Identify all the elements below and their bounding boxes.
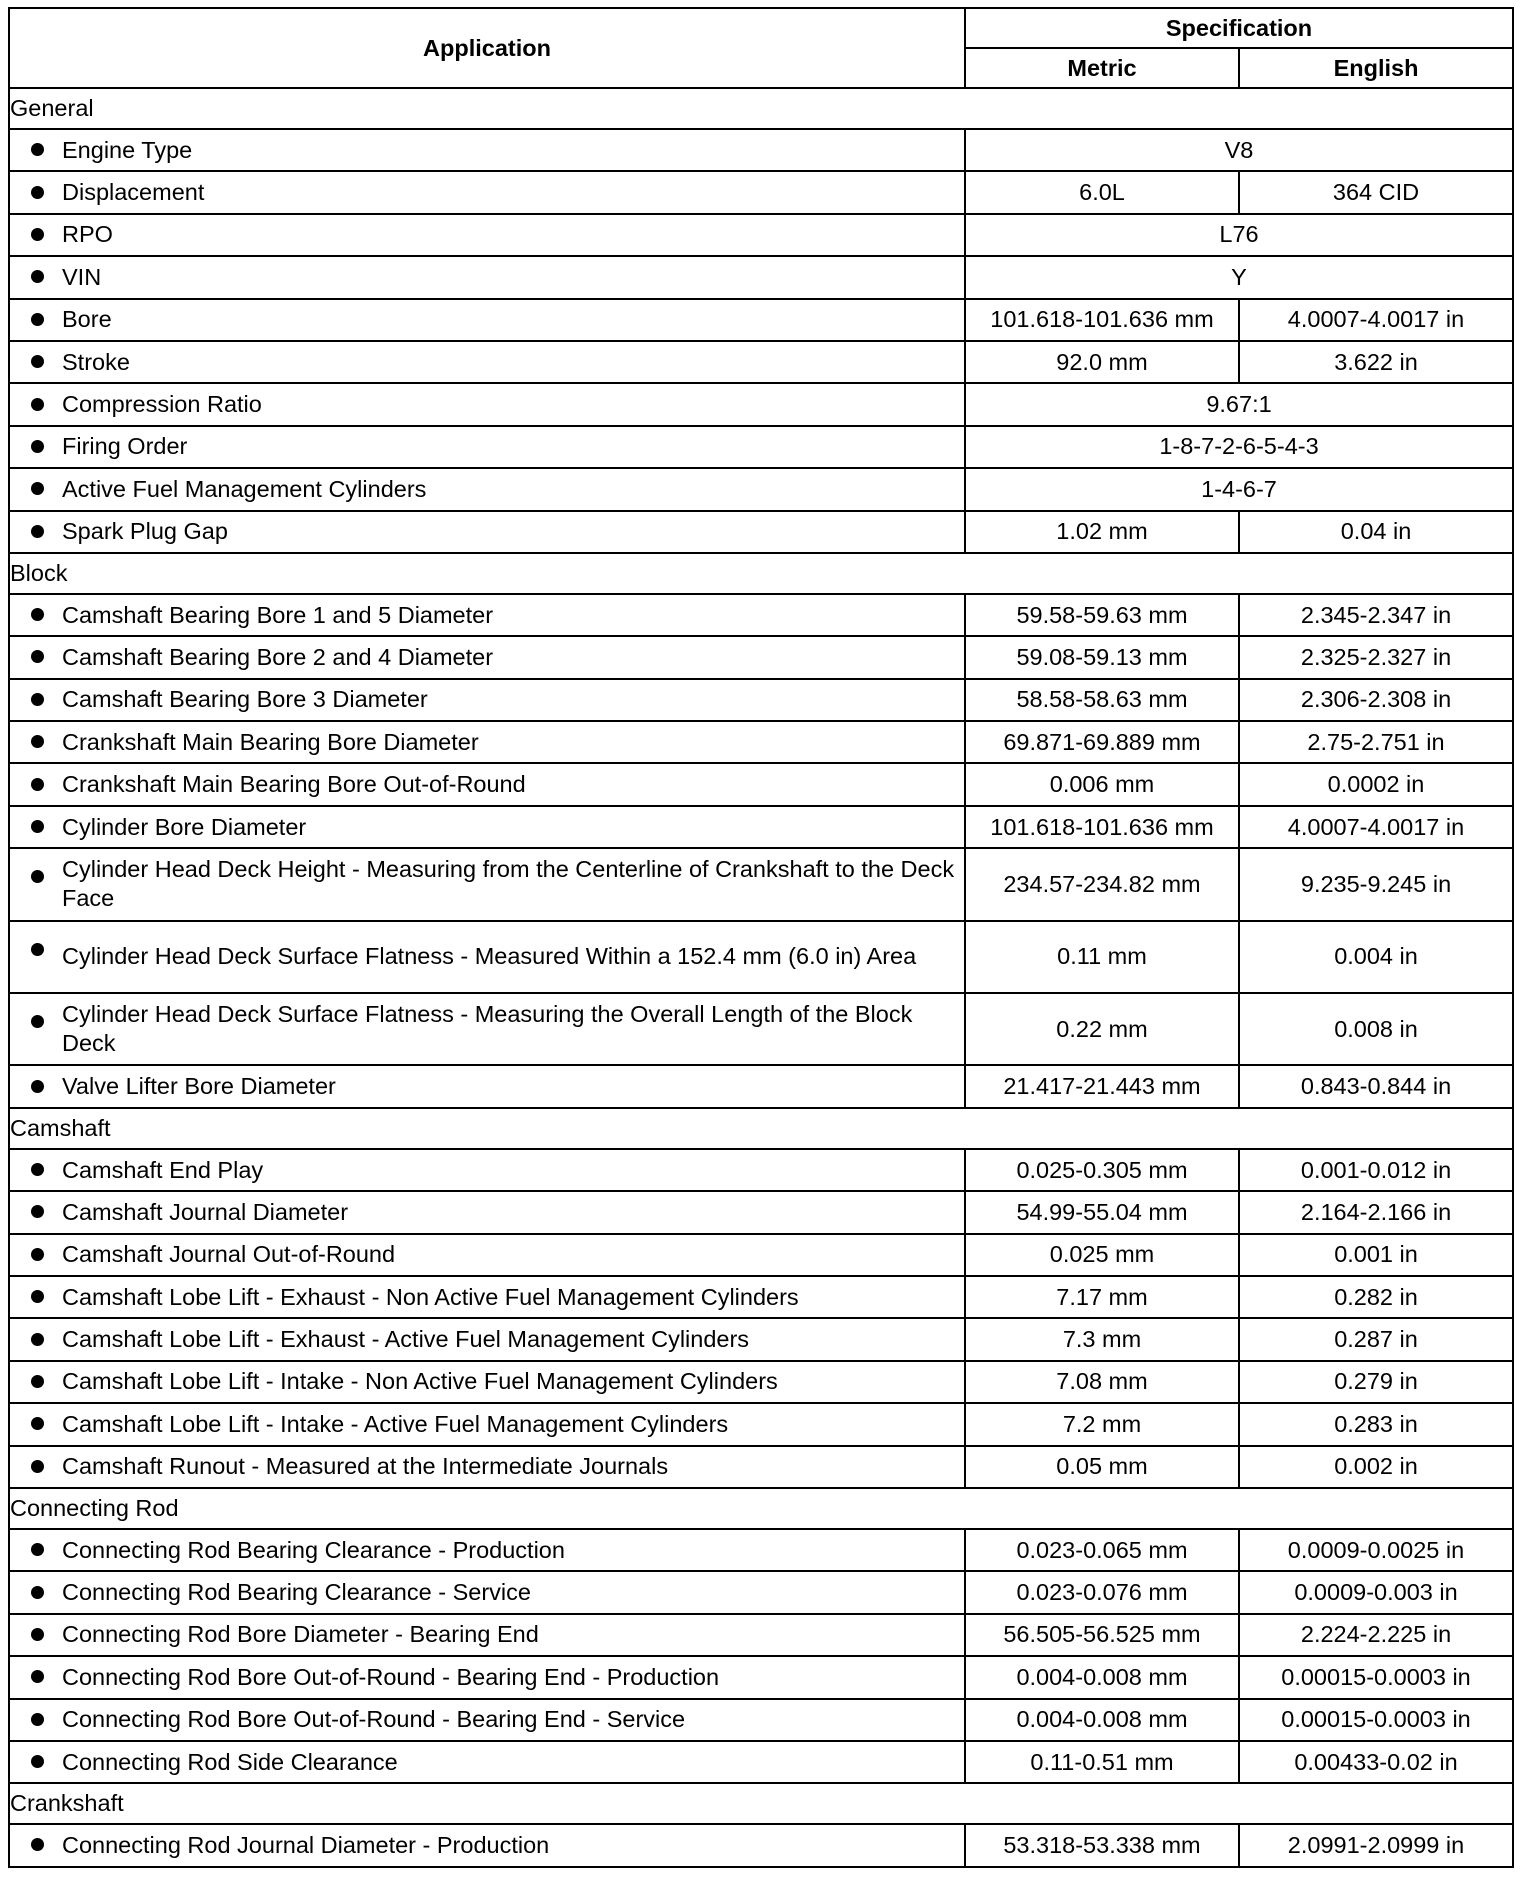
bullet-icon — [31, 186, 44, 199]
application-label: Cylinder Head Deck Surface Flatness - Measuring the Overall Length of the Block Deck — [62, 1001, 913, 1057]
english-value: 0.283 in — [1239, 1403, 1513, 1445]
application-label: Active Fuel Management Cylinders — [62, 475, 427, 502]
application-label: Camshaft Lobe Lift - Exhaust - Non Active Fuel Management Cylinders — [62, 1283, 799, 1310]
metric-value: 92.0 mm — [965, 341, 1239, 383]
table-row — [9, 921, 1513, 993]
bullet-icon — [31, 1290, 44, 1303]
application-label: Displacement — [62, 179, 205, 206]
metric-value: 0.023-0.076 mm — [965, 1571, 1239, 1613]
application-label: Connecting Rod Bearing Clearance - Service — [62, 1579, 531, 1606]
english-value: 0.002 in — [1239, 1446, 1513, 1488]
specification-value: L76 — [965, 214, 1513, 256]
english-value: 0.004 in — [1239, 921, 1513, 993]
english-value: 0.0009-0.0025 in — [1239, 1529, 1513, 1571]
application-cell — [9, 1065, 965, 1107]
bullet-icon — [31, 1586, 44, 1599]
application-cell — [9, 993, 965, 1065]
application-label: Engine Type — [62, 136, 193, 163]
application-cell — [9, 1403, 965, 1445]
table-row — [9, 341, 1513, 383]
table-row — [9, 763, 1513, 805]
application-label: Camshaft Journal Out-of-Round — [62, 1241, 396, 1268]
application-label: Camshaft Bearing Bore 1 and 5 Diameter — [62, 601, 494, 628]
table-row — [9, 993, 1513, 1065]
specification-header: Specification — [965, 8, 1513, 48]
application-label: Camshaft Lobe Lift - Exhaust - Active Fuel Management Cylinders — [62, 1326, 750, 1353]
section-title: General — [9, 88, 1513, 129]
bullet-icon — [31, 1543, 44, 1556]
metric-value: 0.22 mm — [965, 993, 1239, 1065]
table-row — [9, 1276, 1513, 1318]
metric-value: 234.57-234.82 mm — [965, 848, 1239, 920]
table-row — [9, 511, 1513, 553]
application-cell — [9, 679, 965, 721]
application-cell — [9, 921, 965, 993]
table-row — [9, 129, 1513, 171]
english-value: 2.306-2.308 in — [1239, 679, 1513, 721]
bullet-icon — [31, 482, 44, 495]
table-row — [9, 426, 1513, 468]
metric-value: 56.505-56.525 mm — [965, 1614, 1239, 1656]
application-cell — [9, 594, 965, 636]
english-header: English — [1239, 48, 1513, 88]
bullet-icon — [31, 778, 44, 791]
bullet-icon — [31, 228, 44, 241]
english-value: 0.008 in — [1239, 993, 1513, 1065]
application-cell — [9, 341, 965, 383]
application-cell — [9, 214, 965, 256]
english-value: 2.224-2.225 in — [1239, 1614, 1513, 1656]
metric-value: 54.99-55.04 mm — [965, 1191, 1239, 1233]
application-cell — [9, 1699, 965, 1741]
application-label: Cylinder Bore Diameter — [62, 813, 307, 840]
application-cell — [9, 1276, 965, 1318]
bullet-icon — [31, 693, 44, 706]
application-header: Application — [9, 8, 965, 88]
application-cell — [9, 1824, 965, 1866]
application-cell — [9, 1529, 965, 1571]
metric-value: 101.618-101.636 mm — [965, 806, 1239, 848]
section-row — [9, 1488, 1513, 1529]
table-row — [9, 1614, 1513, 1656]
table-row — [9, 1065, 1513, 1107]
metric-value: 21.417-21.443 mm — [965, 1065, 1239, 1107]
section-title: Block — [9, 553, 1513, 594]
application-cell — [9, 848, 965, 920]
section-title: Camshaft — [9, 1108, 1513, 1149]
table-row — [9, 848, 1513, 920]
table-row — [9, 1656, 1513, 1698]
metric-header: Metric — [965, 48, 1239, 88]
table-row — [9, 256, 1513, 298]
application-cell — [9, 426, 965, 468]
specification-value: 9.67:1 — [965, 383, 1513, 425]
table-row — [9, 594, 1513, 636]
application-cell — [9, 256, 965, 298]
metric-value: 7.2 mm — [965, 1403, 1239, 1445]
english-value: 0.287 in — [1239, 1318, 1513, 1360]
application-cell — [9, 511, 965, 553]
metric-value: 58.58-58.63 mm — [965, 679, 1239, 721]
metric-value: 0.006 mm — [965, 763, 1239, 805]
application-cell — [9, 171, 965, 213]
english-value: 4.0007-4.0017 in — [1239, 806, 1513, 848]
table-row — [9, 1403, 1513, 1445]
application-label: Camshaft Runout - Measured at the Intermediate Journals — [62, 1453, 669, 1480]
spec-table — [8, 7, 1514, 1868]
application-label: Valve Lifter Bore Diameter — [62, 1073, 336, 1100]
bullet-icon — [31, 313, 44, 326]
bullet-icon — [31, 735, 44, 748]
application-label: Connecting Rod Bore Diameter - Bearing End — [62, 1621, 539, 1648]
bullet-icon — [31, 650, 44, 663]
english-value: 0.0002 in — [1239, 763, 1513, 805]
application-cell — [9, 1571, 965, 1613]
metric-value: 7.08 mm — [965, 1361, 1239, 1403]
english-value: 0.00015-0.0003 in — [1239, 1656, 1513, 1698]
metric-value: 0.004-0.008 mm — [965, 1699, 1239, 1741]
application-cell — [9, 806, 965, 848]
table-row — [9, 1234, 1513, 1276]
metric-value: 53.318-53.338 mm — [965, 1824, 1239, 1866]
table-body — [9, 88, 1513, 1867]
metric-value: 0.05 mm — [965, 1446, 1239, 1488]
application-label: Camshaft Lobe Lift - Intake - Non Active Fuel Management Cylinders — [62, 1368, 778, 1395]
table-row — [9, 1191, 1513, 1233]
bullet-icon — [31, 1163, 44, 1176]
application-label: Stroke — [62, 348, 130, 375]
application-label: Camshaft Journal Diameter — [62, 1198, 349, 1225]
bullet-icon — [31, 1460, 44, 1473]
metric-value: 0.004-0.008 mm — [965, 1656, 1239, 1698]
bullet-icon — [31, 608, 44, 621]
english-value: 0.001-0.012 in — [1239, 1149, 1513, 1191]
bullet-icon — [31, 1713, 44, 1726]
application-label: Compression Ratio — [62, 391, 262, 418]
metric-value: 0.025 mm — [965, 1234, 1239, 1276]
english-value: 0.279 in — [1239, 1361, 1513, 1403]
application-cell — [9, 1318, 965, 1360]
english-value: 0.843-0.844 in — [1239, 1065, 1513, 1107]
application-cell — [9, 1191, 965, 1233]
english-value: 364 CID — [1239, 171, 1513, 213]
table-row — [9, 1446, 1513, 1488]
table-row — [9, 721, 1513, 763]
table-row — [9, 1149, 1513, 1191]
metric-value: 59.58-59.63 mm — [965, 594, 1239, 636]
specification-value: Y — [965, 256, 1513, 298]
table-row — [9, 1741, 1513, 1783]
metric-value: 0.023-0.065 mm — [965, 1529, 1239, 1571]
application-cell — [9, 299, 965, 341]
table-row — [9, 468, 1513, 510]
application-cell — [9, 1741, 965, 1783]
application-label: Connecting Rod Bore Out-of-Round - Bearing End - Service — [62, 1706, 686, 1733]
application-label: Firing Order — [62, 433, 188, 460]
application-cell — [9, 129, 965, 171]
english-value: 2.75-2.751 in — [1239, 721, 1513, 763]
bullet-icon — [31, 143, 44, 156]
table-row — [9, 214, 1513, 256]
application-label: Cylinder Head Deck Surface Flatness - Measured Within a 152.4 mm (6.0 in) Area — [62, 943, 917, 970]
bullet-icon — [31, 820, 44, 833]
english-value: 2.164-2.166 in — [1239, 1191, 1513, 1233]
application-label: Spark Plug Gap — [62, 518, 228, 545]
english-value: 2.0991-2.0999 in — [1239, 1824, 1513, 1866]
application-label: Camshaft End Play — [62, 1156, 264, 1183]
specification-value: 1-4-6-7 — [965, 468, 1513, 510]
table-row — [9, 383, 1513, 425]
application-cell — [9, 1234, 965, 1276]
bullet-icon — [31, 398, 44, 411]
english-value: 9.235-9.245 in — [1239, 848, 1513, 920]
english-value: 3.622 in — [1239, 341, 1513, 383]
bullet-icon — [31, 1015, 44, 1028]
bullet-icon — [31, 1205, 44, 1218]
application-cell — [9, 1656, 965, 1698]
application-cell — [9, 636, 965, 678]
bullet-icon — [31, 440, 44, 453]
english-value: 2.325-2.327 in — [1239, 636, 1513, 678]
table-row — [9, 1318, 1513, 1360]
bullet-icon — [31, 1628, 44, 1641]
table-row — [9, 171, 1513, 213]
application-cell — [9, 1149, 965, 1191]
application-label: VIN — [62, 263, 102, 290]
application-label: Camshaft Lobe Lift - Intake - Active Fuel Management Cylinders — [62, 1410, 729, 1437]
specification-value: 1-8-7-2-6-5-4-3 — [965, 426, 1513, 468]
table-row — [9, 806, 1513, 848]
english-value: 2.345-2.347 in — [1239, 594, 1513, 636]
section-title: Connecting Rod — [9, 1488, 1513, 1529]
bullet-icon — [31, 525, 44, 538]
application-cell — [9, 468, 965, 510]
application-label: Bore — [62, 306, 112, 333]
application-label: Camshaft Bearing Bore 3 Diameter — [62, 686, 428, 713]
application-label: RPO — [62, 221, 113, 248]
table-row — [9, 1699, 1513, 1741]
metric-value: 6.0L — [965, 171, 1239, 213]
bullet-icon — [31, 1838, 44, 1851]
english-value: 4.0007-4.0017 in — [1239, 299, 1513, 341]
application-label: Cylinder Head Deck Height - Measuring from the Centerline of Crankshaft to the Deck Face — [62, 856, 955, 912]
english-value: 0.00015-0.0003 in — [1239, 1699, 1513, 1741]
bullet-icon — [31, 1248, 44, 1261]
metric-value: 0.025-0.305 mm — [965, 1149, 1239, 1191]
application-cell — [9, 383, 965, 425]
table-row — [9, 1571, 1513, 1613]
application-label: Crankshaft Main Bearing Bore Out-of-Round — [62, 771, 526, 798]
bullet-icon — [31, 943, 44, 956]
metric-value: 1.02 mm — [965, 511, 1239, 553]
application-cell — [9, 1446, 965, 1488]
application-label: Connecting Rod Bore Out-of-Round - Bearing End - Production — [62, 1663, 720, 1690]
english-value: 0.282 in — [1239, 1276, 1513, 1318]
english-value: 0.001 in — [1239, 1234, 1513, 1276]
application-label: Crankshaft Main Bearing Bore Diameter — [62, 728, 479, 755]
metric-value: 101.618-101.636 mm — [965, 299, 1239, 341]
english-value: 0.0009-0.003 in — [1239, 1571, 1513, 1613]
bullet-icon — [31, 270, 44, 283]
section-row — [9, 1783, 1513, 1824]
table-row — [9, 299, 1513, 341]
section-row — [9, 88, 1513, 129]
section-title: Crankshaft — [9, 1783, 1513, 1824]
bullet-icon — [31, 1670, 44, 1683]
metric-value: 7.17 mm — [965, 1276, 1239, 1318]
table-row — [9, 1361, 1513, 1403]
table-row — [9, 1529, 1513, 1571]
metric-value: 0.11 mm — [965, 921, 1239, 993]
bullet-icon — [31, 1375, 44, 1388]
bullet-icon — [31, 1333, 44, 1346]
table-header — [9, 8, 1513, 88]
application-cell — [9, 763, 965, 805]
table-row — [9, 636, 1513, 678]
application-label: Camshaft Bearing Bore 2 and 4 Diameter — [62, 643, 494, 670]
application-cell — [9, 1361, 965, 1403]
application-label: Connecting Rod Bearing Clearance - Production — [62, 1536, 565, 1563]
english-value: 0.04 in — [1239, 511, 1513, 553]
metric-value: 7.3 mm — [965, 1318, 1239, 1360]
application-cell — [9, 721, 965, 763]
bullet-icon — [31, 870, 44, 883]
metric-value: 0.11-0.51 mm — [965, 1741, 1239, 1783]
bullet-icon — [31, 355, 44, 368]
section-row — [9, 1108, 1513, 1149]
english-value: 0.00433-0.02 in — [1239, 1741, 1513, 1783]
metric-value: 69.871-69.889 mm — [965, 721, 1239, 763]
bullet-icon — [31, 1755, 44, 1768]
application-cell — [9, 1614, 965, 1656]
metric-value: 59.08-59.13 mm — [965, 636, 1239, 678]
section-row — [9, 553, 1513, 594]
bullet-icon — [31, 1417, 44, 1430]
specification-value: V8 — [965, 129, 1513, 171]
table-row — [9, 679, 1513, 721]
application-label: Connecting Rod Journal Diameter - Production — [62, 1831, 550, 1858]
table-row — [9, 1824, 1513, 1866]
application-label: Connecting Rod Side Clearance — [62, 1748, 398, 1775]
bullet-icon — [31, 1080, 44, 1093]
